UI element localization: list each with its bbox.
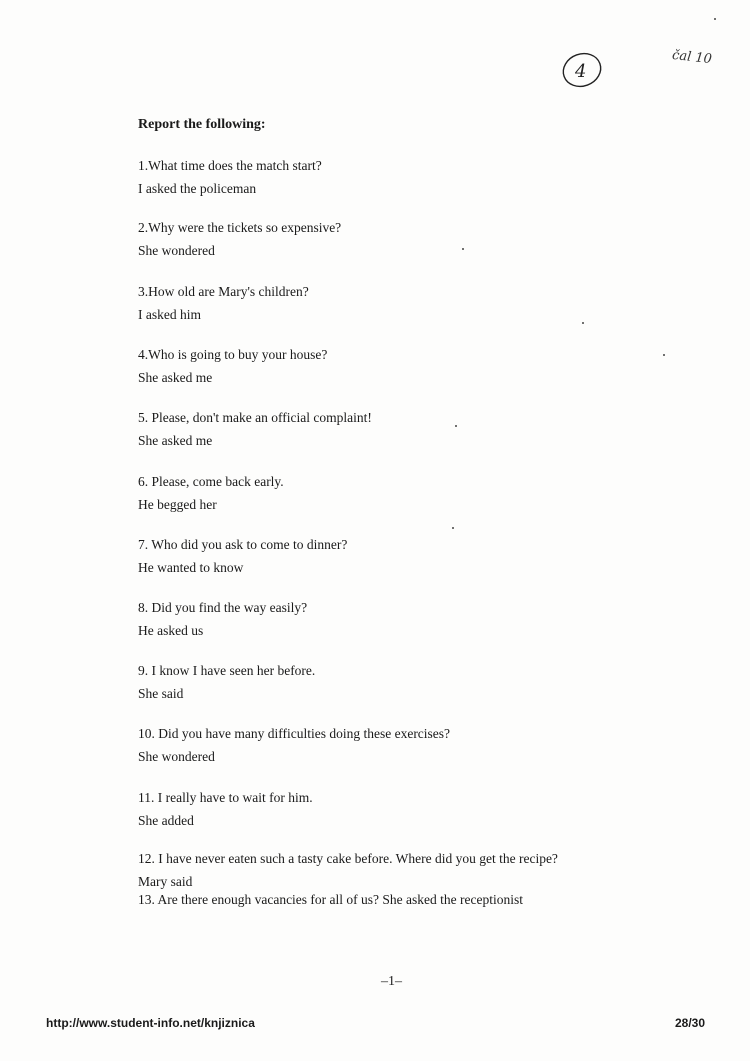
exercise-item-8 <box>138 596 307 642</box>
item-question: 4.Who is going to buy your house? <box>138 347 328 362</box>
exercise-item-5 <box>138 406 372 452</box>
scan-speck <box>455 425 457 427</box>
item-reporting-clause: He asked us <box>138 623 204 638</box>
scan-speck <box>452 527 454 529</box>
circled-number: 4 <box>575 61 587 82</box>
item-reporting-clause: Mary said <box>138 874 193 889</box>
exercise-item-12 <box>138 847 558 893</box>
item-reporting-clause: He begged her <box>138 497 217 512</box>
exercise-heading: Report the following: <box>138 117 266 132</box>
footer-url: http://www.student-info.net/knjiznica <box>46 1016 255 1030</box>
scan-speck <box>714 18 716 20</box>
handwritten-note: čal 10 <box>671 47 713 68</box>
scan-speck <box>663 354 665 356</box>
item-question: 3.How old are Mary's children? <box>138 284 309 299</box>
page-number: –1– <box>381 974 402 989</box>
exercise-item-4 <box>138 343 327 389</box>
handwritten-circle <box>560 50 604 90</box>
item-question: 8. Did you find the way easily? <box>138 600 308 615</box>
item-question: 11. I really have to wait for him. <box>138 790 313 805</box>
item-reporting-clause: She asked me <box>138 370 213 385</box>
item-reporting-clause: I asked him <box>138 307 201 322</box>
item-reporting-clause: I asked the policeman <box>138 181 257 196</box>
exercise-item-11 <box>138 786 313 832</box>
item-question: 5. Please, don't make an official complaint! <box>138 410 372 425</box>
footer-page-count: 28/30 <box>675 1016 706 1030</box>
scan-speck <box>462 248 464 250</box>
exercise-item-7 <box>138 533 347 579</box>
item-reporting-clause: She asked me <box>138 433 213 448</box>
exercise-item-9 <box>138 659 315 705</box>
exercise-item-2 <box>138 216 341 262</box>
item-question: 10. Did you have many difficulties doing these exercises? <box>138 726 451 741</box>
item-question: 6. Please, come back early. <box>138 474 284 489</box>
item-question: 1.What time does the match start? <box>138 158 322 173</box>
exercise-item-10 <box>138 722 450 768</box>
item-question: 13. Are there enough vacancies for all of us? She asked the receptionist <box>138 892 523 907</box>
item-question: 12. I have never eaten such a tasty cake before. Where did you get the recipe? <box>138 851 558 866</box>
scan-speck <box>582 322 584 324</box>
exercise-item-6 <box>138 470 284 516</box>
item-reporting-clause: She said <box>138 686 184 701</box>
item-reporting-clause: She wondered <box>138 749 215 764</box>
item-question: 9. I know I have seen her before. <box>138 663 316 678</box>
item-reporting-clause: She wondered <box>138 243 215 258</box>
exercise-item-1 <box>138 154 322 200</box>
exercise-item-3 <box>138 280 309 326</box>
item-question: 2.Why were the tickets so expensive? <box>138 220 342 235</box>
item-reporting-clause: She added <box>138 813 194 828</box>
item-question: 7. Who did you ask to come to dinner? <box>138 537 348 552</box>
item-reporting-clause: He wanted to know <box>138 560 244 575</box>
exercise-item-13 <box>138 888 523 911</box>
